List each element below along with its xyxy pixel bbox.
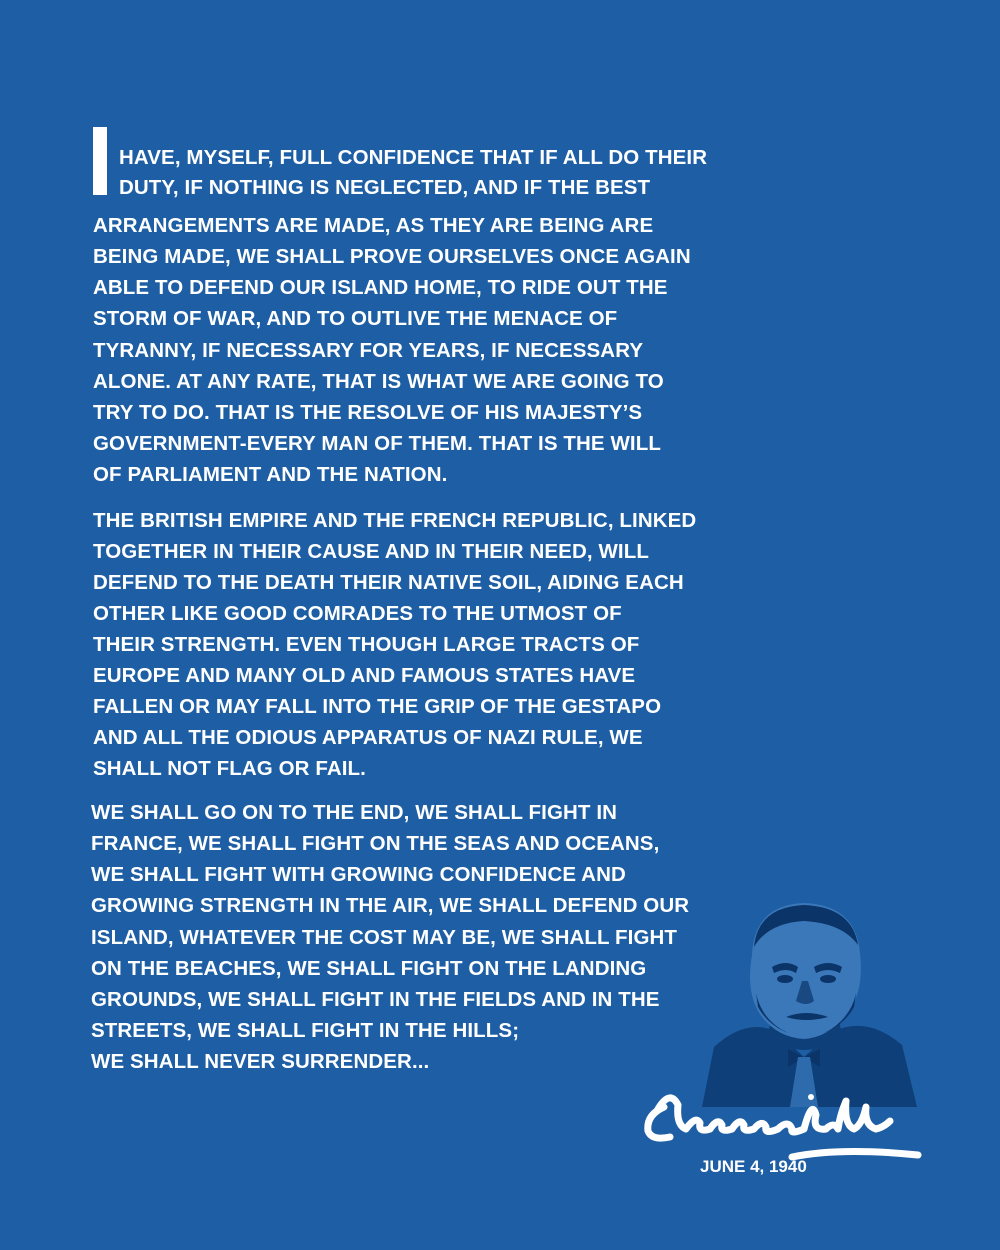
drop-cap-letter [93, 127, 107, 195]
paragraph-1-line: TYRANNY, IF NECESSARY FOR YEARS, IF NECESSARY [93, 339, 644, 362]
speech-date: JUNE 4, 1940 [700, 1157, 807, 1176]
portrait-image [692, 897, 917, 1107]
paragraph-3-line: WE SHALL GO ON TO THE END, WE SHALL FIGHT IN [91, 801, 618, 824]
paragraph-2-line: DEFEND TO THE DEATH THEIR NATIVE SOIL, AIDING EACH [93, 571, 684, 594]
paragraph-3-line: GROUNDS, WE SHALL FIGHT IN THE FIELDS AND IN THE [91, 988, 660, 1011]
paragraph-1-line: ARRANGEMENTS ARE MADE, AS THEY ARE BEING ARE [93, 214, 654, 237]
paragraph-3-line: STREETS, WE SHALL FIGHT IN THE HILLS; [91, 1019, 520, 1042]
paragraph-2-line: TOGETHER IN THEIR CAUSE AND IN THEIR NEED, WILL [93, 540, 649, 563]
paragraph-3-line: ISLAND, WHATEVER THE COST MAY BE, WE SHALL FIGHT [91, 926, 678, 949]
paragraph-3-line: FRANCE, WE SHALL FIGHT ON THE SEAS AND OCEANS, [91, 832, 660, 855]
paragraph-3-line: ON THE BEACHES, WE SHALL FIGHT ON THE LANDING [91, 957, 647, 980]
paragraph-1-line: GOVERNMENT-EVERY MAN OF THEM. THAT IS THE WILL [93, 432, 661, 455]
paragraph-3-line: WE SHALL NEVER SURRENDER... [91, 1050, 430, 1073]
paragraph-2-line: SHALL NOT FLAG OR FAIL. [93, 757, 366, 780]
paragraph-2-line: FALLEN OR MAY FALL INTO THE GRIP OF THE GESTAPO [93, 695, 662, 718]
paragraph-3-line: GROWING STRENGTH IN THE AIR, WE SHALL DEFEND OUR [91, 894, 690, 917]
paragraph-1-line: ABLE TO DEFEND OUR ISLAND HOME, TO RIDE OUT THE [93, 276, 668, 299]
paragraph-1-line: BEING MADE, WE SHALL PROVE OURSELVES ONCE AGAIN [93, 245, 691, 268]
paragraph-2-line: THEIR STRENGTH. EVEN THOUGH LARGE TRACTS OF [93, 633, 640, 656]
paragraph-3-line: WE SHALL FIGHT WITH GROWING CONFIDENCE AND [91, 863, 626, 886]
paragraph-1-line: HAVE, MYSELF, FULL CONFIDENCE THAT IF ALL DO THEIR [119, 146, 708, 169]
paragraph-2-line: THE BRITISH EMPIRE AND THE FRENCH REPUBLIC, LINKED [93, 509, 697, 532]
paragraph-2-line: OTHER LIKE GOOD COMRADES TO THE UTMOST OF [93, 602, 622, 625]
paragraph-2-line: AND ALL THE ODIOUS APPARATUS OF NAZI RULE, WE [93, 726, 643, 749]
paragraph-1-line: DUTY, IF NOTHING IS NEGLECTED, AND IF THE BEST [119, 176, 651, 199]
paragraph-2-line: EUROPE AND MANY OLD AND FAMOUS STATES HAVE [93, 664, 636, 687]
paragraph-1-line: OF PARLIAMENT AND THE NATION. [93, 463, 448, 486]
paragraph-1-line: ALONE. AT ANY RATE, THAT IS WHAT WE ARE GOING TO [93, 370, 664, 393]
paragraph-1-line: TRY TO DO. THAT IS THE RESOLVE OF HIS MAJESTY’S [93, 401, 643, 424]
paragraph-1-line: STORM OF WAR, AND TO OUTLIVE THE MENACE OF [93, 307, 618, 330]
